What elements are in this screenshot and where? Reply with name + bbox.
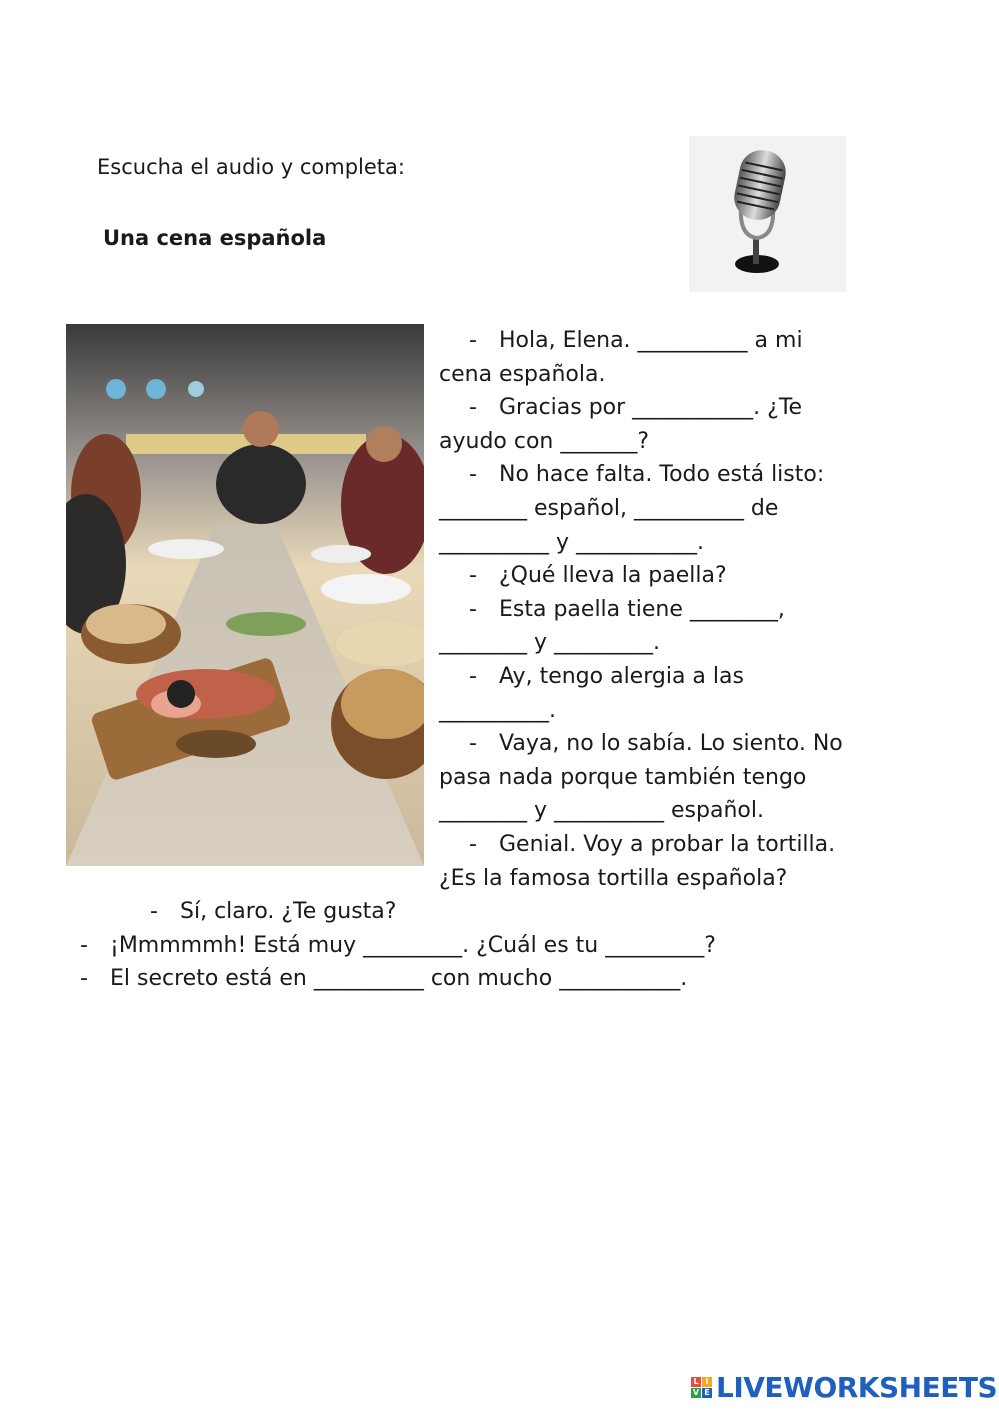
dialog-line: __________. (439, 697, 556, 723)
dash: - (80, 966, 88, 992)
dash: - (80, 932, 88, 958)
dialog-line: Vaya, no lo sabía. Lo siento. No (499, 731, 843, 757)
microphone-icon (689, 136, 846, 292)
logo-letter: E (702, 1388, 712, 1398)
dialog-line: pasa nada porque también tengo (439, 764, 807, 790)
logo-text: LIVEWORKSHEETS (716, 1370, 998, 1404)
dialog-line: ________ español, __________ de (439, 495, 779, 521)
dialog (439, 324, 869, 895)
dialog-line: Hola, Elena. __________ a mi (499, 328, 803, 353)
dialog-line: ¡Mmmmmh! Está muy _________. ¿Cuál es tu _________? (110, 932, 716, 958)
dialog-line: Sí, claro. ¿Te gusta? (180, 899, 397, 924)
dialog-line: __________ y ___________. (439, 529, 704, 555)
dash: - (469, 831, 477, 857)
dialog-line: ________ y _________. (439, 630, 660, 656)
dash: - (469, 731, 477, 757)
dialog-line: Gracias por ___________. ¿Te (499, 395, 803, 421)
dash: - (150, 899, 158, 924)
logo-letter: V (692, 1387, 700, 1397)
dialog-bottom (80, 895, 716, 996)
worksheet-title: Una cena española (103, 226, 327, 250)
instruction: Escucha el audio y completa: (97, 155, 405, 179)
dialog-line: ayudo con _______? (439, 428, 650, 454)
dash: - (469, 328, 477, 353)
dash: - (469, 663, 477, 689)
logo-mark-icon (691, 1377, 712, 1398)
dash: - (469, 462, 477, 488)
dialog-line: Esta paella tiene ________, (499, 596, 785, 622)
dinner-table-photo (66, 324, 424, 866)
dialog-line: No hace falta. Todo está listo: (499, 462, 825, 488)
dialog-line: Genial. Voy a probar la tortilla. (499, 831, 836, 857)
dialog-line: Ay, tengo alergia a las (499, 663, 744, 689)
dialog-line: ________ y __________ español. (439, 798, 764, 824)
dash: - (469, 395, 477, 421)
dialog-line: ¿Qué lleva la paella? (499, 563, 727, 589)
dialog-line: ¿Es la famosa tortilla española? (439, 865, 788, 891)
logo-letter: I (702, 1377, 712, 1387)
dialog-line: El secreto está en __________ con mucho ___________. (110, 966, 688, 992)
dash: - (469, 563, 477, 589)
dash: - (469, 596, 477, 622)
liveworksheets-logo (691, 1367, 997, 1407)
dialog-line: cena española. (439, 361, 606, 387)
logo-letter: L (691, 1377, 701, 1387)
